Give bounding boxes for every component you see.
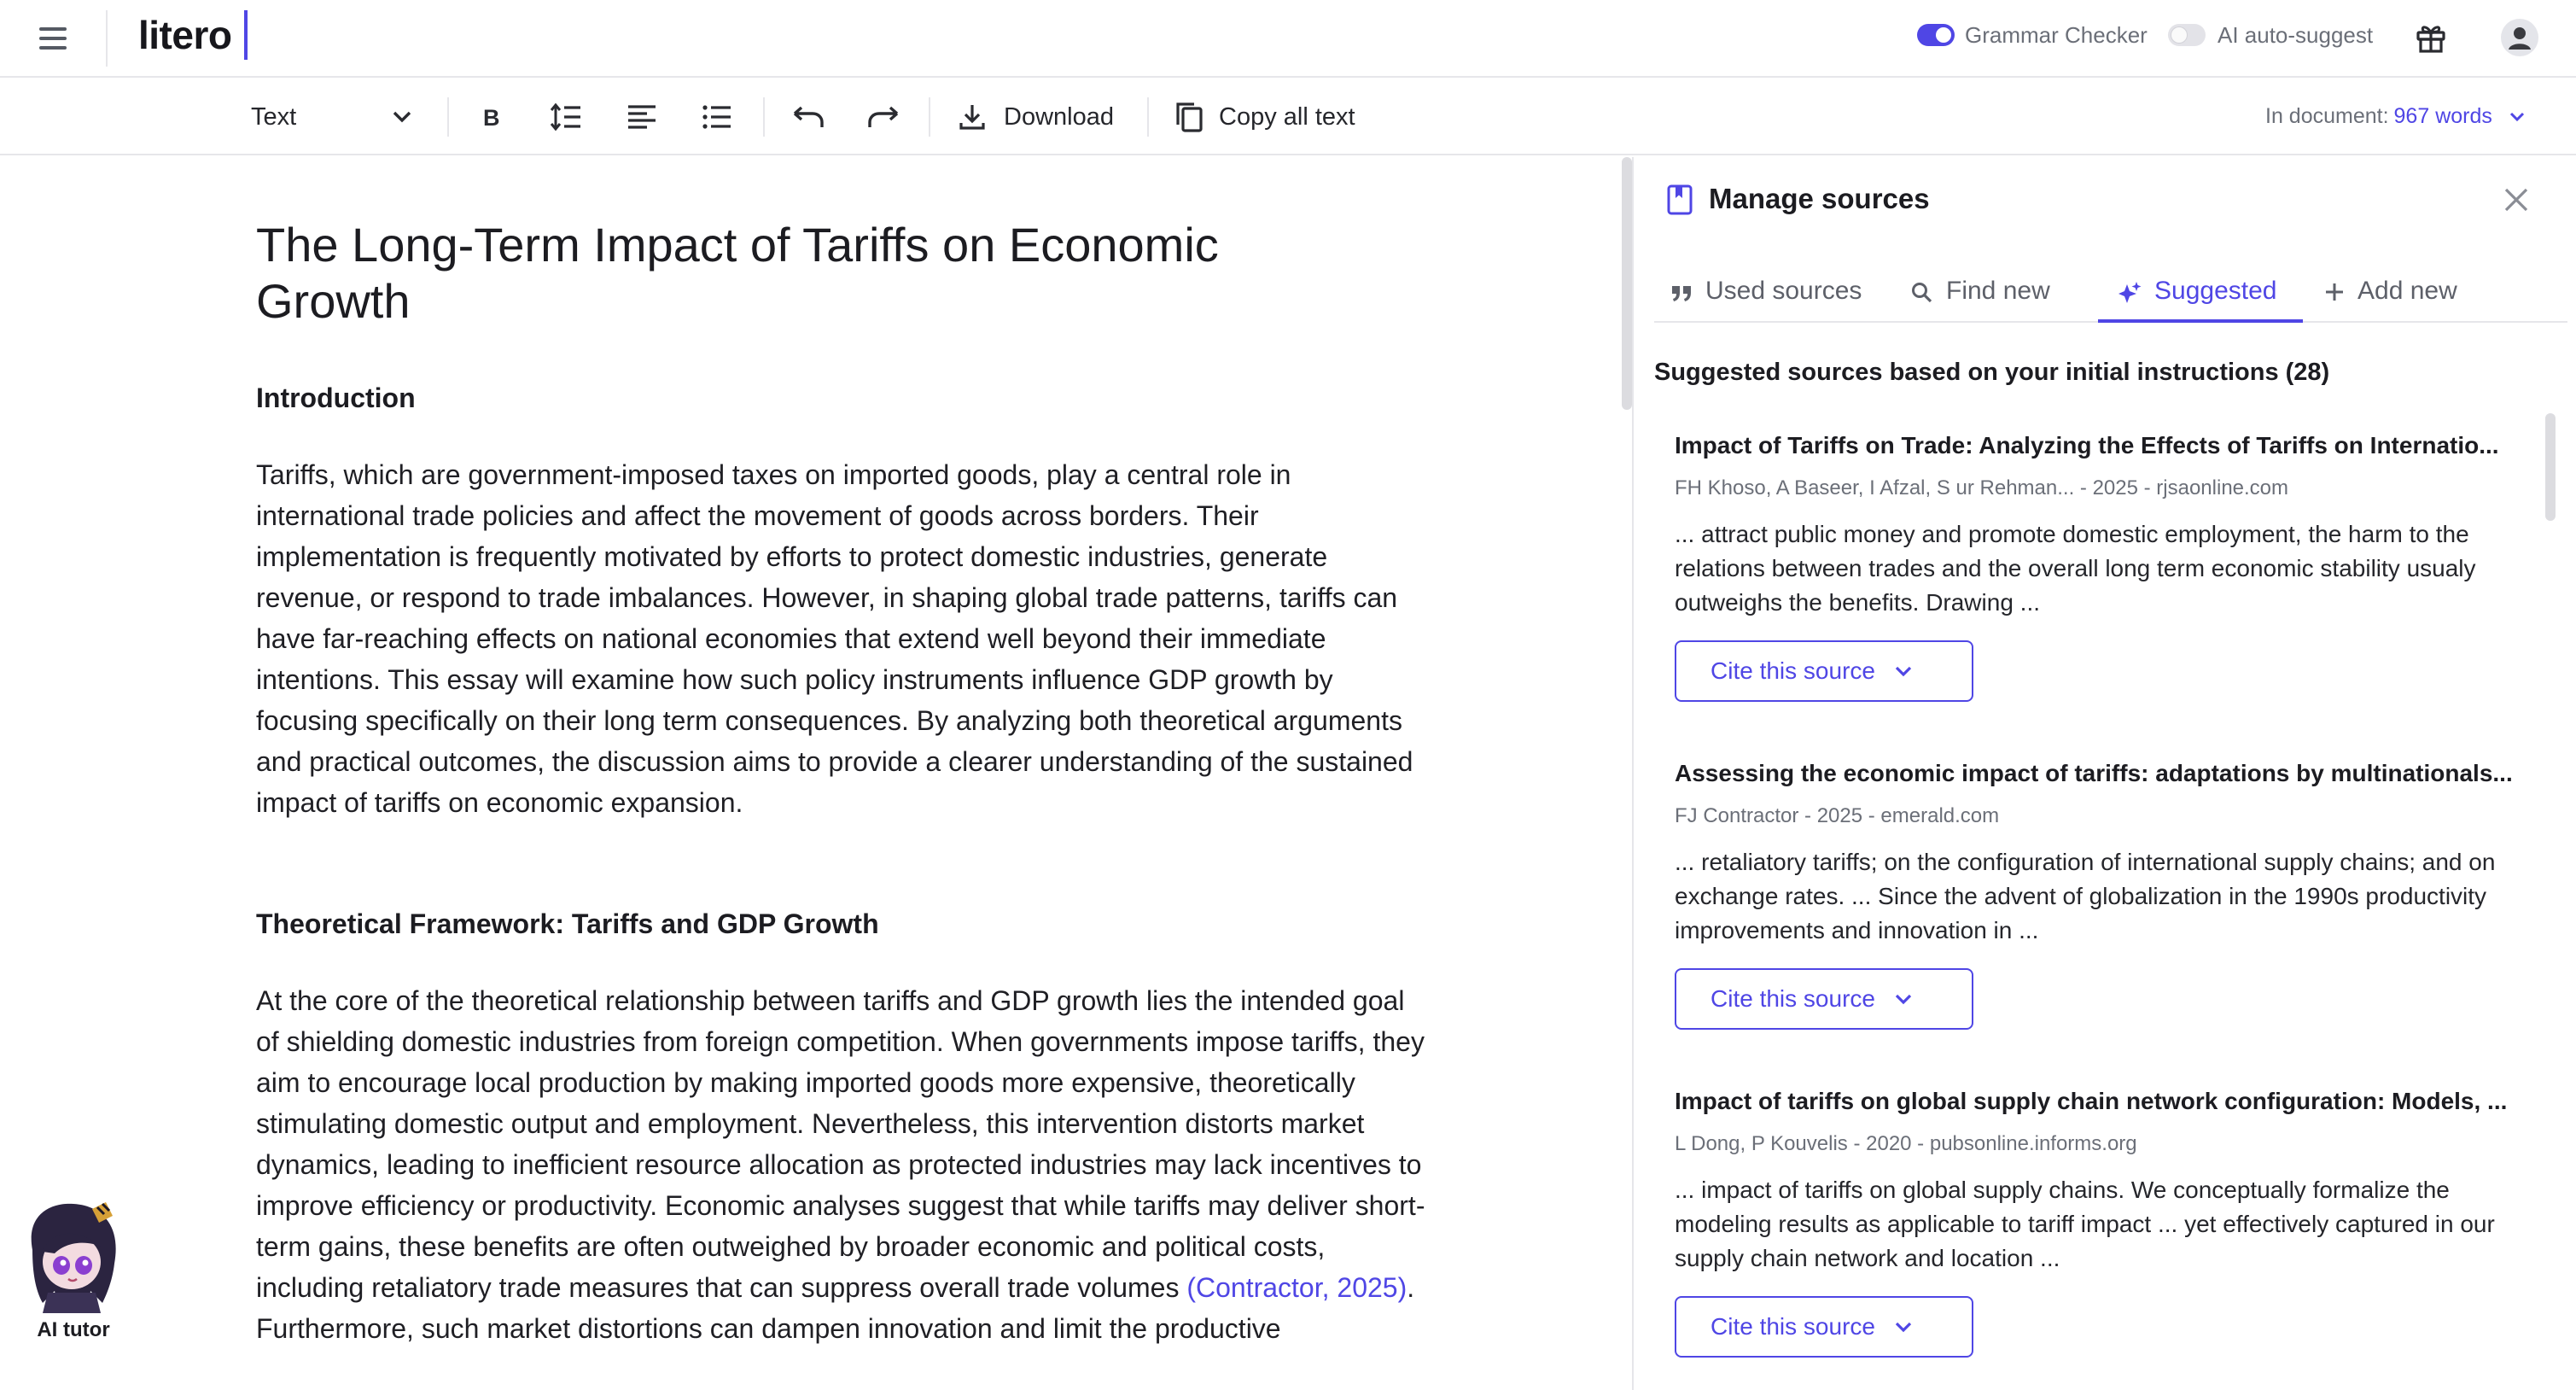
ai-tutor-button[interactable] <box>17 1197 130 1351</box>
section-heading[interactable]: Introduction <box>256 383 416 413</box>
chevron-down-icon <box>393 111 411 123</box>
quote-icon <box>1670 281 1693 305</box>
top-bar <box>0 0 2576 78</box>
chevron-down-icon <box>1894 993 1913 1005</box>
line-spacing-button[interactable] <box>550 96 584 138</box>
ai-tutor-label: AI tutor <box>37 1318 110 1341</box>
toolbar-divider <box>447 97 449 137</box>
redo-icon <box>867 105 900 129</box>
tab-used-sources[interactable] <box>1670 266 1902 323</box>
gift-icon[interactable] <box>2414 20 2448 55</box>
document-title[interactable]: The Long-Term Impact of Tariffs on Economic Growth <box>256 218 1219 328</box>
paragraph-text: At the core of the theoretical relationship between tariffs and GDP growth lies the intended goal of shielding domestic industries from foreign competition. When governments impose tariffs, they aim to encourage local production by making imported goods more expensive, theoretically stimulating domestic output and employment. Nevertheless, this intervention distorts market dynamics, leading to inefficient resource allocation as protected industries may lack incentives to improve efficiency or productivity. Economic analyses suggest that while tariffs may deliver short-term gains, these benefits are often outweighed by broader economic and political costs, including retaliatory trade measures that can suppress overall trade volumes <box>256 985 1425 1303</box>
divider <box>106 10 108 67</box>
download-button[interactable] <box>958 96 1114 138</box>
ai-autosuggest-toggle[interactable] <box>2168 24 2206 46</box>
align-left-button[interactable] <box>627 96 659 138</box>
source-title[interactable]: Impact of Tariffs on Trade: Analyzing the Effects of Tariffs on Internatio... <box>1675 432 2499 458</box>
align-left-icon <box>627 103 657 131</box>
toolbar-divider <box>929 97 930 137</box>
undo-icon <box>792 105 825 129</box>
source-snippet: ... attract public money and promote domestic employment, the harm to the relations between trades and the overall long term economic stability usualy outweighs the benefits. Drawing ... <box>1675 521 2476 616</box>
download-icon <box>958 102 987 131</box>
tab-add-new-label: Add new <box>2357 277 2457 305</box>
tab-suggested[interactable] <box>2098 266 2303 323</box>
document-editor[interactable] <box>0 157 1630 1390</box>
chevron-down-icon <box>2509 112 2525 122</box>
panel-title: Manage sources <box>1709 183 1930 214</box>
tab-suggested-label: Suggested <box>2154 277 2277 305</box>
copy-icon <box>1174 101 1203 133</box>
bulleted-list-icon <box>702 103 732 131</box>
bold-button[interactable] <box>478 96 509 138</box>
inline-citation[interactable]: (Contractor, 2025) <box>1186 1272 1407 1303</box>
tab-used-sources-label: Used sources <box>1705 277 1862 305</box>
sources-scrollbar[interactable] <box>2545 413 2556 521</box>
source-snippet: ... retaliatory tariffs; on the configuration of international supply chains; and on exchange rates. ... Since the advent of globalization in the 1990s productivity improvements and innovation in ... <box>1675 849 2496 943</box>
source-snippet: ... impact of tariffs on global supply chains. We conceptually formalize the modeling results as applicable to tariff impact ... yet effectively captured in our supply chain network and location ... <box>1675 1177 2495 1271</box>
cite-this-source-label: Cite this source <box>1711 657 1875 684</box>
sources-tabs <box>1654 266 2567 323</box>
ai-autosuggest-label: AI auto-suggest <box>2218 22 2374 48</box>
grammar-checker-label: Grammar Checker <box>1965 22 2148 48</box>
word-count-label: In document: <box>2265 104 2389 128</box>
tab-add-new[interactable] <box>2323 266 2494 323</box>
chevron-down-icon <box>1894 1321 1913 1333</box>
cite-this-source-button[interactable] <box>1675 968 1973 1030</box>
ai-tutor-avatar-icon <box>17 1197 130 1315</box>
manage-sources-panel <box>1634 157 2576 1390</box>
toolbar-divider <box>1147 97 1149 137</box>
plus-icon <box>2323 281 2346 303</box>
source-title[interactable]: Impact of tariffs on global supply chain network configuration: Models, ... <box>1675 1088 2508 1114</box>
svg-text:B: B <box>483 105 500 130</box>
tab-find-new-label: Find new <box>1946 277 2050 305</box>
copy-all-text-button[interactable] <box>1174 96 1355 138</box>
bulleted-list-button[interactable] <box>702 96 734 138</box>
cite-this-source-label: Cite this source <box>1711 1313 1875 1340</box>
paragraph-text: . Furthermore, such market distortions can dampen innovation and limit the productive <box>256 1272 1415 1344</box>
book-icon <box>1666 184 1693 215</box>
cite-this-source-button[interactable] <box>1675 640 1973 702</box>
section-paragraph[interactable]: Tariffs, which are government-imposed taxes on imported goods, play a central role in international trade policies and affect the movement of goods across borders. Their implementation is frequently motivated by efforts to protect domestic industries, generate revenue, or respond to trade imbalances. However, in shaping global trade patterns, tariffs can have far-reaching effects on national economies that extend well beyond their immediate intentions. This essay will examine how such policy instruments influence GDP growth by focusing specifically on their long term consequences. By analyzing both theoretical arguments and practical outcomes, the discussion aims to provide a clearer understanding of the sustained impact of tariffs on economic expansion. <box>256 459 1413 818</box>
undo-button[interactable] <box>792 96 825 138</box>
cite-this-source-label: Cite this source <box>1711 985 1875 1012</box>
app-logo[interactable]: litero <box>138 13 232 57</box>
source-title[interactable]: Assessing the economic impact of tariffs: adaptations by multinationals... <box>1675 760 2513 786</box>
bold-icon <box>478 104 504 130</box>
cite-this-source-button[interactable] <box>1675 1296 1973 1358</box>
suggested-sources-heading: Suggested sources based on your initial instructions (28) <box>1654 359 2330 386</box>
logo-cursor <box>244 10 248 60</box>
section-paragraph[interactable] <box>256 980 1425 1349</box>
tab-find-new[interactable] <box>1910 266 2072 323</box>
editor-toolbar <box>0 79 2576 155</box>
editor-scrollbar[interactable] <box>1622 157 1632 410</box>
sparkle-icon <box>2118 281 2142 305</box>
search-icon <box>1910 281 1934 305</box>
text-style-select[interactable] <box>251 96 418 138</box>
source-meta: FJ Contractor - 2025 - emerald.com <box>1675 804 2000 827</box>
section-heading[interactable]: Theoretical Framework: Tariffs and GDP Growth <box>256 908 879 939</box>
close-icon[interactable] <box>2501 184 2532 215</box>
document-word-count[interactable] <box>2265 104 2525 129</box>
copy-all-text-label: Copy all text <box>1219 102 1355 131</box>
download-label: Download <box>1004 102 1114 131</box>
menu-icon[interactable] <box>38 24 70 53</box>
line-spacing-icon <box>550 102 582 131</box>
word-count-value: 967 words <box>2393 104 2492 128</box>
redo-button[interactable] <box>867 96 900 138</box>
user-avatar-icon[interactable] <box>2501 19 2538 56</box>
source-meta: L Dong, P Kouvelis - 2020 - pubsonline.informs.org <box>1675 1132 2137 1155</box>
text-style-value: Text <box>251 102 297 131</box>
chevron-down-icon <box>1894 665 1913 677</box>
grammar-checker-toggle[interactable] <box>1917 24 1955 46</box>
toolbar-divider <box>763 97 765 137</box>
source-meta: FH Khoso, A Baseer, I Afzal, S ur Rehman... - 2025 - rjsaonline.com <box>1675 476 2289 499</box>
